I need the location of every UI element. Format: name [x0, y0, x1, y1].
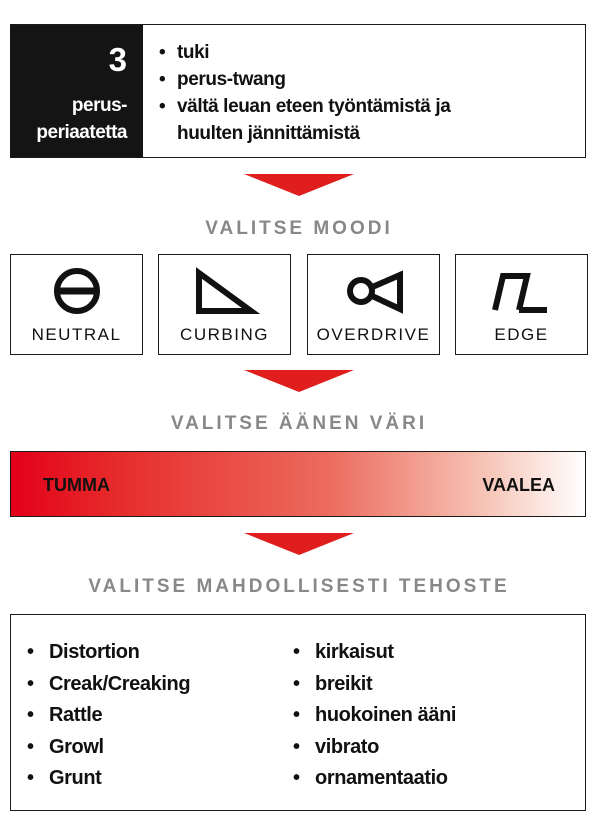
effect-item-text: Creak/Creaking	[49, 672, 191, 695]
mode-overdrive[interactable]	[307, 254, 440, 355]
effects-heading: VALITSE MAHDOLLISESTI TEHOSTE	[88, 576, 510, 597]
principle-item	[159, 66, 585, 93]
principle-item-text: perus-twang	[177, 69, 286, 90]
effect-item	[27, 700, 190, 732]
principles-label-panel	[11, 25, 143, 157]
bullet-icon: •	[293, 672, 300, 695]
effect-item-text: ornamentaatio	[315, 767, 448, 789]
principles-count: 3	[108, 41, 127, 78]
bullet-icon: •	[27, 735, 34, 758]
mode-label: OVERDRIVE	[316, 325, 431, 344]
bullet-icon: •	[27, 641, 34, 663]
dark-label: TUMMA	[43, 475, 110, 495]
principle-item	[159, 39, 585, 66]
effect-item	[293, 763, 456, 795]
effect-item	[27, 732, 190, 764]
effect-item-text: vibrato	[315, 735, 379, 758]
effect-item-text: Grunt	[49, 767, 102, 789]
bullet-icon: •	[293, 767, 300, 789]
tone-color-gradient[interactable]	[10, 451, 586, 517]
bowtie-icon	[308, 263, 441, 323]
down-arrow-icon	[244, 533, 354, 555]
down-arrow-icon	[244, 174, 354, 196]
effect-item	[293, 732, 456, 764]
bullet-icon: •	[159, 69, 166, 90]
bullet-icon: •	[27, 704, 34, 726]
triangle-icon	[159, 263, 292, 323]
mode-heading: VALITSE MOODI	[205, 218, 393, 239]
principle-item	[159, 93, 585, 120]
bullet-icon: •	[293, 704, 300, 726]
mode-label: EDGE	[494, 325, 549, 344]
effect-item	[293, 700, 456, 732]
bullet-icon: •	[293, 641, 300, 663]
principle-item-text: vältä leuan eteen työntämistä ja	[177, 96, 451, 117]
principles-box	[10, 24, 586, 158]
effect-item-text: Distortion	[49, 641, 140, 663]
principles-label-line1: perus-	[71, 95, 127, 116]
effect-item-text: kirkaisut	[315, 641, 394, 663]
mode-edge[interactable]	[455, 254, 588, 355]
principles-list	[143, 25, 585, 157]
bullet-icon: •	[27, 672, 34, 695]
bullet-icon: •	[293, 735, 300, 758]
mode-label: NEUTRAL	[31, 325, 122, 344]
effects-column-right	[293, 637, 456, 795]
effects-column-left	[27, 637, 190, 795]
mode-curbing[interactable]	[158, 254, 291, 355]
effect-item	[27, 637, 190, 669]
effects-box	[10, 614, 586, 811]
effect-item	[27, 763, 190, 795]
effect-item-text: breikit	[315, 672, 373, 695]
principle-item-text: tuki	[177, 42, 210, 63]
bullet-icon: •	[159, 42, 166, 63]
circle-bar-icon	[11, 263, 144, 323]
effect-item-text: Growl	[49, 735, 104, 758]
mode-neutral[interactable]	[10, 254, 143, 355]
color-heading: VALITSE ÄÄNEN VÄRI	[170, 413, 428, 434]
bullet-icon: •	[159, 96, 166, 117]
effect-item	[27, 669, 190, 701]
down-arrow-icon	[244, 370, 354, 392]
principles-label-line2: periaatetta	[36, 122, 127, 143]
effect-item	[293, 637, 456, 669]
effect-item-text: Rattle	[49, 704, 103, 726]
parallelogram-icon	[456, 263, 589, 323]
mode-label: CURBING	[180, 325, 269, 344]
light-label: VAALEA	[482, 475, 555, 495]
principle-item-continuation: huulten jännittämistä	[177, 123, 360, 144]
effect-item	[293, 669, 456, 701]
bullet-icon: •	[27, 767, 34, 789]
effect-item-text: huokoinen ääni	[315, 704, 457, 726]
